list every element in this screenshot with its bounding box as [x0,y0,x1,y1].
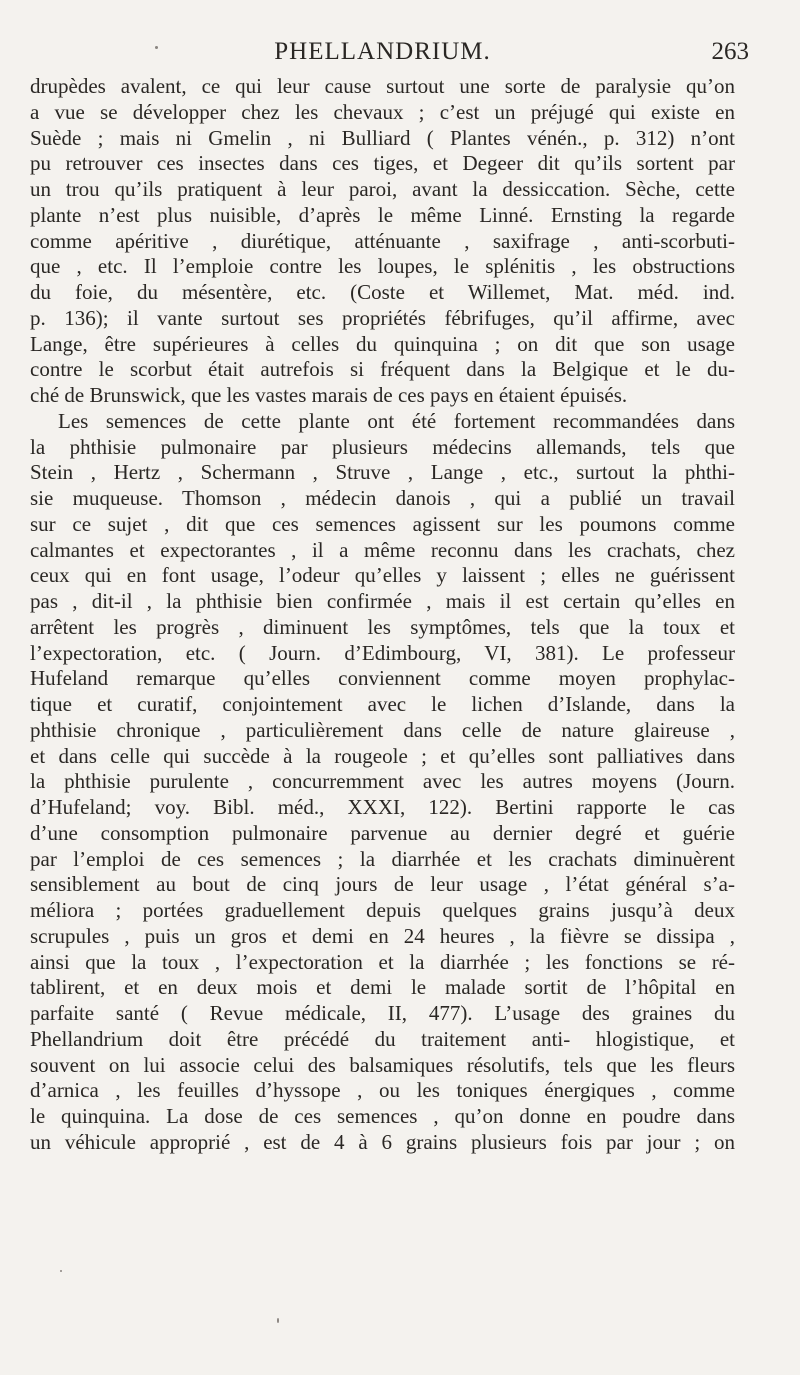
text-line: la phthisie pulmonaire par plusieurs médecins allemands, tels que [30,434,735,459]
text-line: Stein , Hertz , Schermann , Struve , Lange , etc., surtout la phthi- [30,460,735,485]
text-line: Lange, être supérieures à celles du quinquina ; on dit que son usage [30,331,735,356]
text-line: ceux qui en font usage, l’odeur qu’elles y laissent ; elles ne guérissent [30,563,735,588]
text-line: calmantes et expectorantes , il a même reconnu dans les crachats, chez [30,537,735,562]
text-line: la phthisie purulente , concurremment avec les autres moyens (Journ. [30,769,735,794]
text-line: phthisie chronique , particulièrement dans celle de nature glaireuse , [30,717,735,742]
body-text [30,74,735,1156]
text-line: un trou qu’ils pratiquent à leur paroi, avant la dessiccation. Sèche, cette [30,177,735,201]
text-line: p. 136); il vante surtout ses propriétés fébrifuges, qu’il affirme, avec [30,305,735,330]
text-line: pas , dit-il , la phthisie bien confirmée , mais il est certain qu’elles en [30,589,735,613]
text-line: parfaite santé ( Revue médicale, II, 477). L’usage des graines du [30,1001,735,1025]
text-line: un véhicule approprié , est de 4 à 6 grains plusieurs fois par jour ; on [30,1129,735,1154]
text-line: souvent on lui associe celui des balsamiques résolutifs, tels que les fleurs [30,1052,735,1077]
text-line: pu retrouver ces insectes dans ces tiges, et Degeer dit qu’ils sortent par [30,151,735,176]
paper-speck [155,46,158,49]
text-line: sur ce sujet , dit que ces semences agissent sur les poumons comme [30,511,735,536]
text-line: tablirent, et en deux mois et demi le malade sortit de l’hôpital en [30,975,735,1000]
text-line: que , etc. Il l’emploie contre les loupes, le splénitis , les obstructions [30,254,735,279]
text-line: sie muqueuse. Thomson , médecin danois , qui a publié un travail [30,486,735,510]
text-line: par l’emploi de ces semences ; la diarrhée et les crachats diminuèrent [30,846,735,871]
paper-speck [60,1270,62,1272]
paragraph-first-line: Les semences de cette plante ont été fortement recommandées dans [58,408,735,433]
page-number: 263 [711,38,749,65]
text-line: d’arnica , les feuilles d’hyssope , ou les toniques énergiques , comme [30,1078,735,1103]
text-line: et dans celle qui succède à la rougeole ; et qu’elles sont palliatives dans [30,743,735,768]
text-line: méliora ; portées graduellement depuis quelques grains jusqu’à deux [30,898,735,922]
text-line: arrêtent les progrès , diminuent les symptômes, tels que la toux et [30,614,735,639]
running-title: PHELLANDRIUM. [274,38,491,65]
text-line: Hufeland remarque qu’elles conviennent comme moyen prophylac- [30,666,735,691]
text-line: Phellandrium doit être précédé du traitement anti- hlogistique, et [30,1026,735,1051]
text-line: d’une consomption pulmonaire parvenue au dernier degré et guérie [30,820,735,845]
text-line: le quinquina. La dose de ces semences , qu’on donne en poudre dans [30,1104,735,1128]
text-line: l’expectoration, etc. ( Journ. d’Edimbourg, VI, 381). Le professeur [30,640,735,665]
text-line: a vue se développer chez les chevaux ; c’est un préjugé qui existe en [30,99,735,124]
text-line: ché de Brunswick, que les vastes marais de ces pays en étaient épuisés. [30,383,628,407]
text-line: scrupules , puis un gros et demi en 24 heures , la fièvre se dissipa , [30,923,735,948]
text-line: plante n’est plus nuisible, d’après le même Linné. Ernsting la regarde [30,202,735,227]
text-line: contre le scorbut était autrefois si fréquent dans la Belgique et le du- [30,357,735,382]
text-line: sensiblement au bout de cinq jours de leur usage , l’état général s’a- [30,872,735,897]
text-line: ainsi que la toux , l’expectoration et la diarrhée ; les fonctions se ré- [30,949,735,974]
text-line: drupèdes avalent, ce qui leur cause surtout une sorte de paralysie qu’on [30,74,735,98]
text-line: comme apéritive , diurétique, atténuante , saxifrage , anti-scorbuti- [30,228,735,253]
paper-speck [277,1318,279,1323]
text-line: du foie, du mésentère, etc. (Coste et Willemet, Mat. méd. ind. [30,280,735,304]
text-line: d’Hufeland; voy. Bibl. méd., XXXI, 122). Bertini rapporte le cas [30,795,735,819]
text-line: tique et curatif, conjointement avec le lichen d’Islande, dans la [30,692,735,716]
text-line: Suède ; mais ni Gmelin , ni Bulliard ( Plantes vénén., p. 312) n’ont [30,125,735,150]
